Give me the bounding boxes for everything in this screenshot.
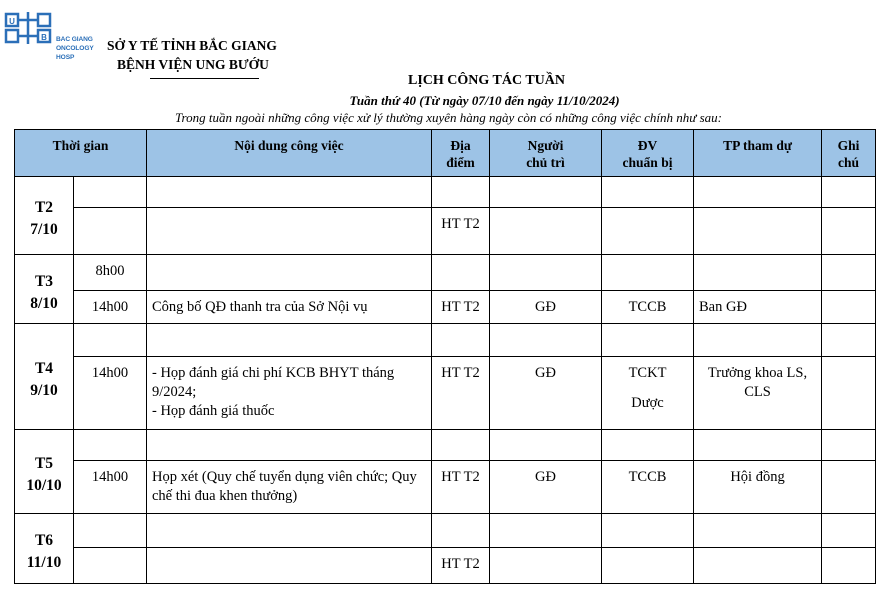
time-cell: 14h00 (74, 357, 147, 430)
note-cell (822, 255, 876, 291)
table-row (15, 324, 876, 357)
prep-cell (602, 177, 694, 208)
content-cell (147, 324, 432, 357)
day-cell (15, 430, 74, 514)
intro-note: Trong tuần ngoài những công việc xử lý thường xuyên hàng ngày còn có những công việc chính như sau: (175, 110, 722, 125)
place-cell (432, 324, 490, 357)
logo-mark-icon (4, 10, 54, 46)
header-prep-line1: ĐV (637, 138, 658, 153)
attendees-cell (694, 324, 822, 357)
table-row (15, 208, 876, 255)
header-host-line1: Người (527, 138, 564, 153)
prep-cell: TCCB (602, 291, 694, 324)
host-cell: GĐ (490, 461, 602, 514)
note-cell (822, 430, 876, 461)
header-attendees: TP tham dự (694, 130, 822, 177)
attendees-cell: Trưởng khoa LS, CLS (694, 357, 822, 430)
prep-cell (602, 255, 694, 291)
time-cell (74, 548, 147, 584)
svg-text:U: U (9, 17, 15, 26)
table-header-row (15, 130, 876, 177)
table-row (15, 177, 876, 208)
attendees-cell (694, 255, 822, 291)
department-name: SỞ Y TẾ TỈNH BẮC GIANG (107, 38, 277, 53)
place-cell: HT T2 (432, 548, 490, 584)
time-cell (74, 208, 147, 255)
header-place (432, 130, 490, 177)
content-cell (147, 548, 432, 584)
attendees-cell: Ban GĐ (694, 291, 822, 324)
day-name: T4 (34, 360, 54, 377)
day-cell (15, 255, 74, 324)
place-cell (432, 255, 490, 291)
hospital-logo (4, 10, 108, 61)
logo-text-line: BAC GIANG (56, 36, 93, 43)
content-cell (147, 208, 432, 255)
logo-text-line: ONCOLOGY HOSP (56, 45, 94, 61)
prep-line: TCKT (628, 365, 667, 381)
attendees-cell (694, 208, 822, 255)
attendees-cell (694, 177, 822, 208)
content-cell (147, 177, 432, 208)
content-cell: Họp xét (Quy chế tuyển dụng viên chức; Quy chế thi đua khen thưởng) (147, 461, 432, 514)
table-row (15, 548, 876, 584)
attendees-cell: Hội đồng (694, 461, 822, 514)
host-cell (490, 324, 602, 357)
day-name: T2 (34, 199, 54, 216)
prep-cell (602, 208, 694, 255)
table-row (15, 255, 876, 291)
day-date: 9/10 (30, 382, 58, 399)
content-cell (147, 357, 432, 430)
table-row (15, 430, 876, 461)
note-cell (822, 291, 876, 324)
note-cell (822, 177, 876, 208)
place-cell: HT T2 (432, 357, 490, 430)
day-name: T6 (34, 532, 54, 549)
place-cell (432, 514, 490, 548)
header-note (822, 130, 876, 177)
host-cell (490, 177, 602, 208)
header-host-line2: chủ trì (526, 155, 565, 170)
content-cell: Công bố QĐ thanh tra của Sở Nội vụ (147, 291, 432, 324)
day-name: T5 (34, 455, 54, 472)
day-date: 8/10 (30, 294, 58, 312)
day-cell (15, 514, 74, 584)
host-cell (490, 430, 602, 461)
prep-line: Dược (631, 395, 664, 411)
host-cell (490, 255, 602, 291)
header-note-line2: chú (837, 155, 859, 170)
day-name: T3 (34, 272, 54, 290)
header-time: Thời gian (15, 130, 147, 177)
prep-cell: TCCB (602, 461, 694, 514)
host-cell (490, 208, 602, 255)
content-line: - Họp đánh giá thuốc (152, 403, 275, 419)
page-title: LỊCH CÔNG TÁC TUẦN (407, 73, 565, 88)
content-cell (147, 255, 432, 291)
place-cell: HT T2 (432, 461, 490, 514)
header-host (490, 130, 602, 177)
prep-cell (602, 548, 694, 584)
time-cell (74, 514, 147, 548)
note-cell (822, 514, 876, 548)
time-cell (74, 177, 147, 208)
time-cell: 14h00 (74, 291, 147, 324)
time-cell (74, 430, 147, 461)
note-cell (822, 208, 876, 255)
table-row (15, 291, 876, 324)
time-cell: 8h00 (74, 255, 147, 291)
note-cell (822, 548, 876, 584)
host-cell: GĐ (490, 357, 602, 430)
prep-cell (602, 357, 694, 430)
place-cell: HT T2 (432, 208, 490, 255)
hospital-name: BỆNH VIỆN UNG BƯỚU (117, 57, 269, 72)
place-cell (432, 177, 490, 208)
day-cell (15, 324, 74, 430)
content-cell (147, 430, 432, 461)
header-place-line2: điểm (446, 155, 475, 170)
day-date: 7/10 (30, 221, 58, 238)
svg-text:B: B (41, 33, 47, 42)
note-cell (822, 461, 876, 514)
logo-text (56, 35, 108, 62)
time-cell: 14h00 (74, 461, 147, 514)
attendees-cell (694, 430, 822, 461)
place-cell: HT T2 (432, 291, 490, 324)
day-date: 11/10 (26, 554, 62, 571)
attendees-cell (694, 548, 822, 584)
content-line: - Họp đánh giá chi phí KCB BHYT tháng 9/2024; (152, 365, 395, 400)
host-cell (490, 514, 602, 548)
place-cell (432, 430, 490, 461)
table-row (15, 514, 876, 548)
content-cell (147, 514, 432, 548)
header-note-line1: Ghi (837, 138, 860, 153)
schedule-table (14, 129, 876, 584)
attendees-cell (694, 514, 822, 548)
day-cell (15, 177, 74, 255)
host-cell: GĐ (490, 291, 602, 324)
prep-cell (602, 430, 694, 461)
note-cell (822, 324, 876, 357)
header-prep-line2: chuẩn bị (622, 155, 673, 170)
host-cell (490, 548, 602, 584)
week-subtitle: Tuần thứ 40 (Từ ngày 07/10 đến ngày 11/10/2024) (349, 93, 620, 108)
header-place-line1: Địa (450, 138, 471, 153)
table-row (15, 357, 876, 430)
header-content: Nội dung công việc (147, 130, 432, 177)
prep-cell (602, 324, 694, 357)
header-prep (602, 130, 694, 177)
time-cell (74, 324, 147, 357)
note-cell (822, 357, 876, 430)
day-date: 10/10 (26, 477, 62, 494)
prep-cell (602, 514, 694, 548)
table-row (15, 461, 876, 514)
